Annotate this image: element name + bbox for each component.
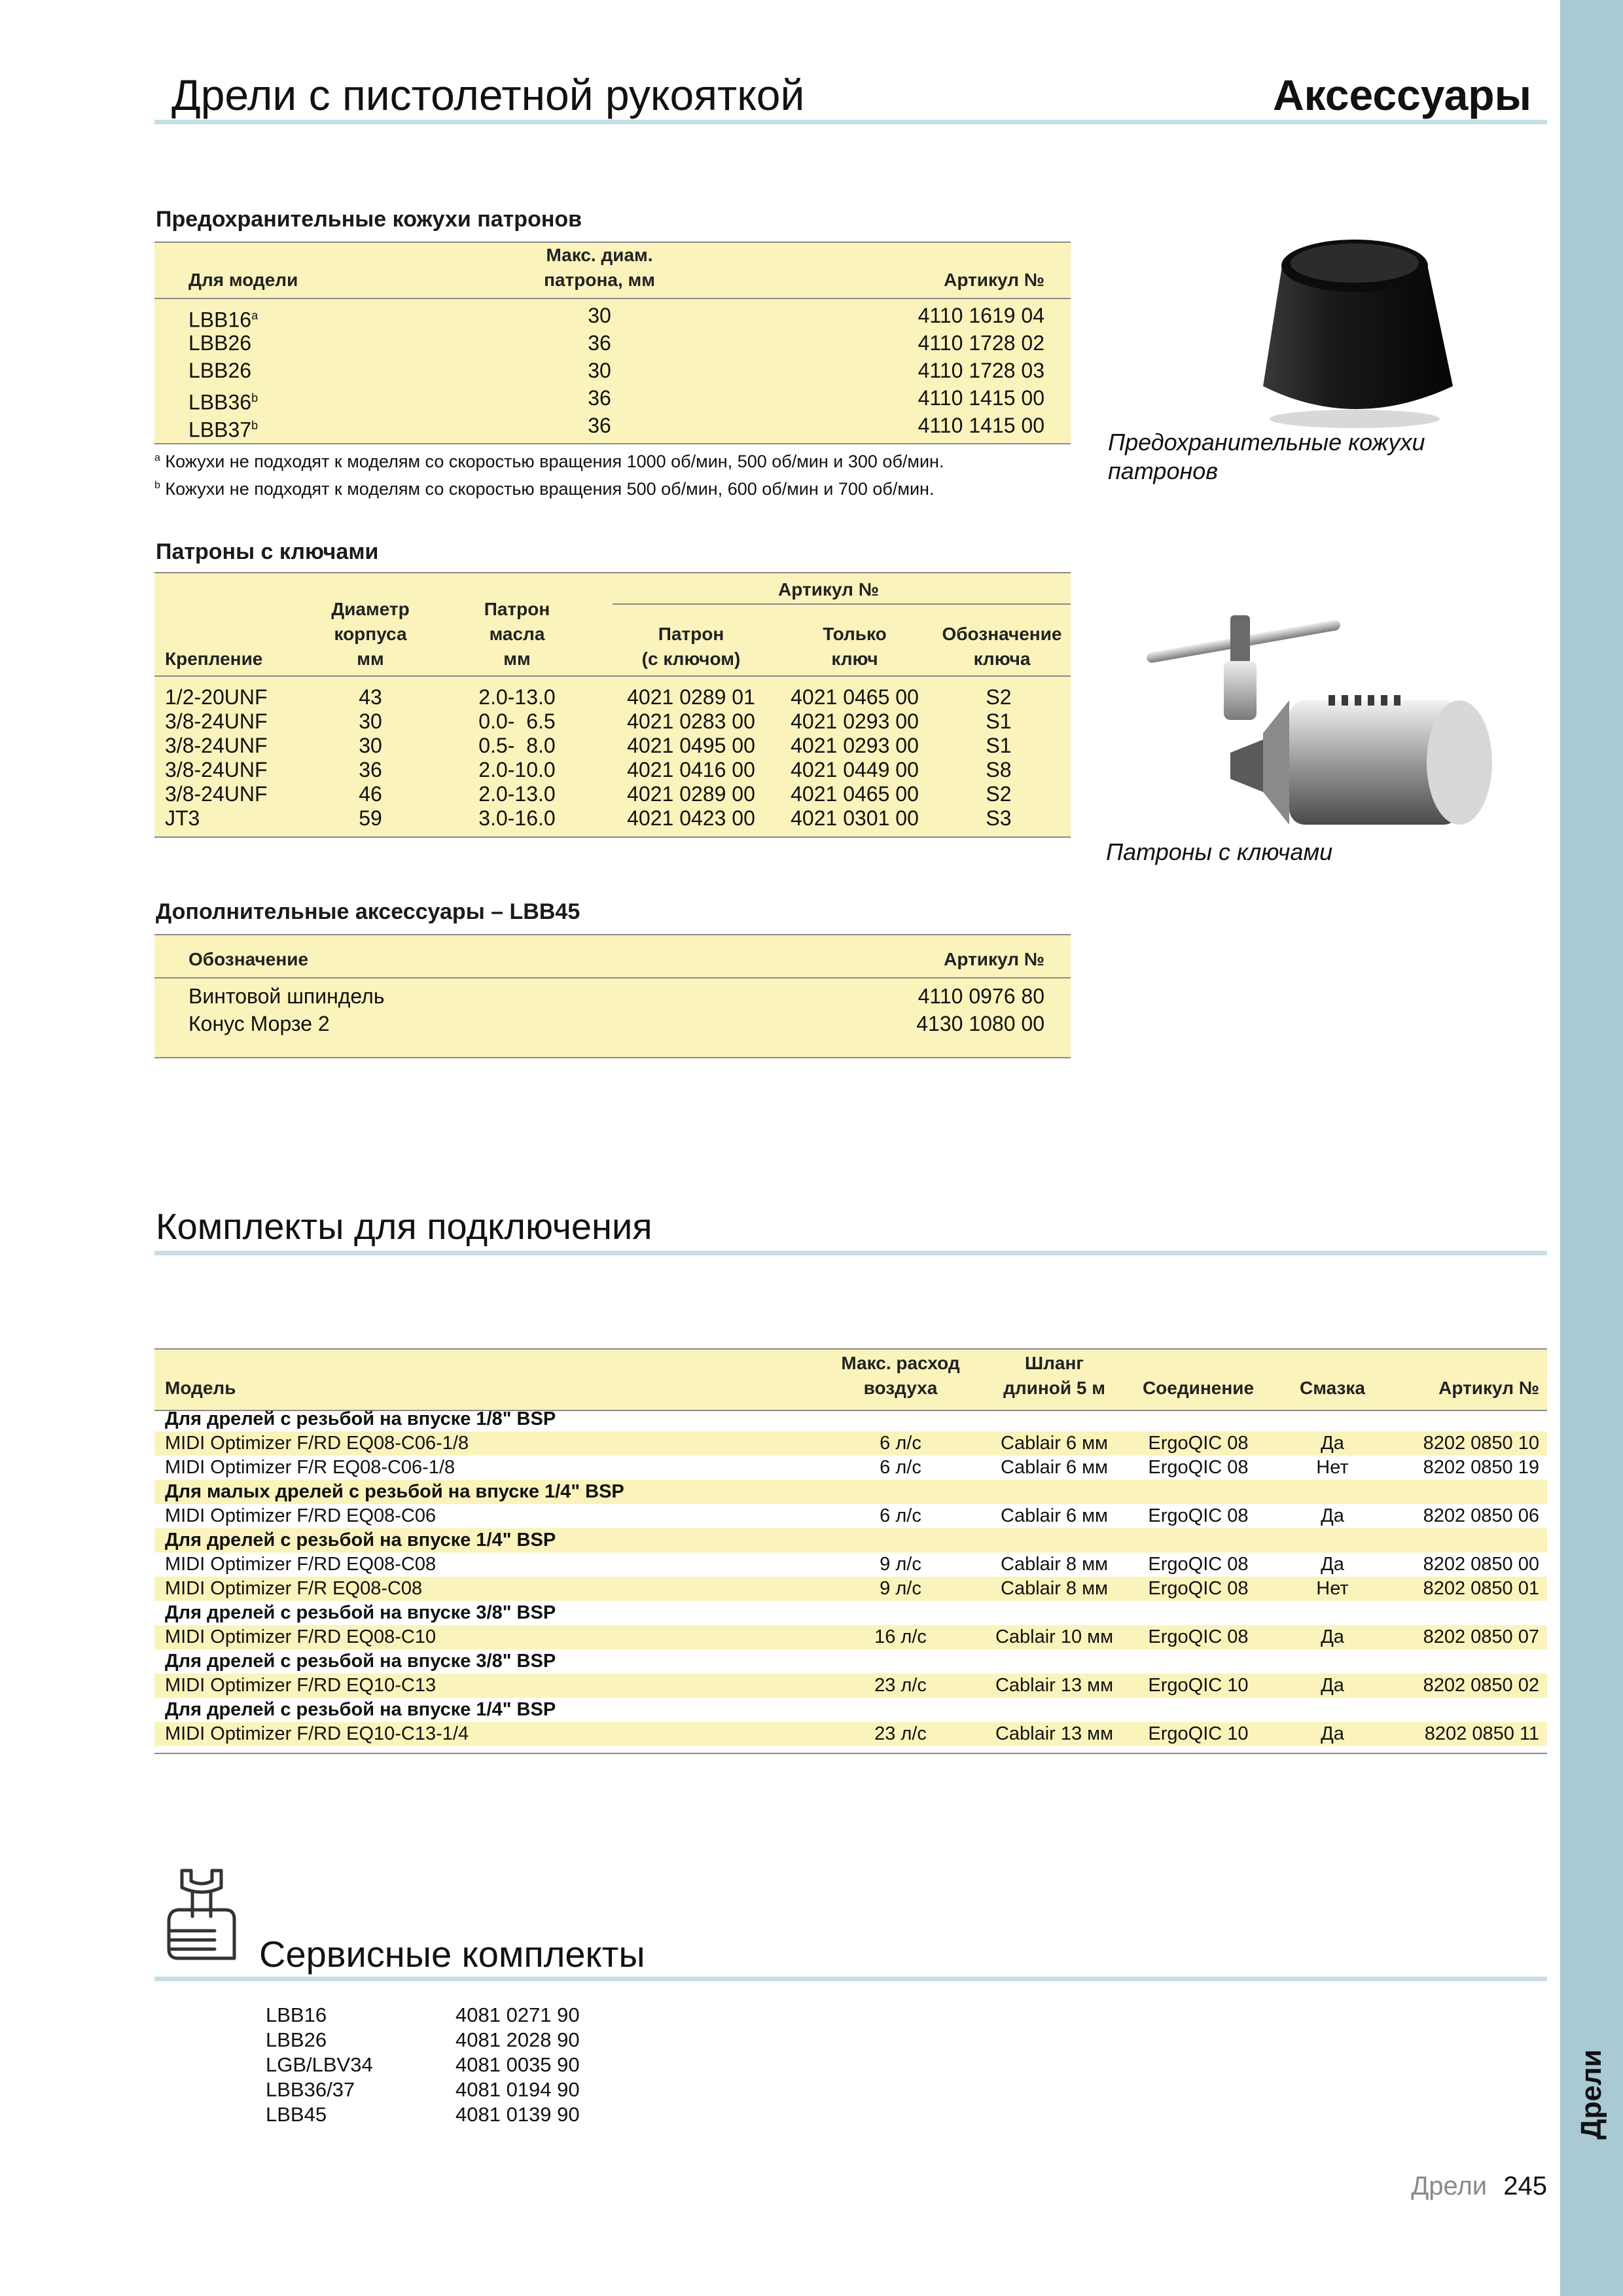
page-number: 245 xyxy=(1503,2172,1547,2200)
table-row: LBB16$^a$ xyxy=(188,308,259,332)
table-row: MIDI Optimizer F/RD EQ08-C06-1/8 6 л/с Cablair 6 мм ErgoQIC 08 Да 8202 0850 10 xyxy=(154,1431,1547,1456)
chuck-guards-table xyxy=(154,242,1071,444)
header-rule xyxy=(154,120,1547,124)
cell-designation: S1 xyxy=(986,709,1012,733)
col-header-article: Артикул № xyxy=(944,949,1044,969)
table-row: JT3 xyxy=(165,806,200,830)
list-item: LBB36/37 xyxy=(266,2078,355,2101)
page-category: Аксессуары xyxy=(1272,71,1531,119)
cell-diam: 36 xyxy=(359,758,382,781)
cell-diam: 36 xyxy=(588,386,611,410)
cell-key-article: 4021 0465 00 xyxy=(791,782,919,806)
cell-designation: S2 xyxy=(986,685,1012,709)
header-divider xyxy=(154,675,1071,677)
cell-article: 4110 1415 00 xyxy=(918,414,1044,437)
header-divider xyxy=(154,977,1071,978)
col-header-name: Обозначение xyxy=(188,949,309,969)
table-row: Винтовой шпиндель xyxy=(188,984,385,1008)
cell-designation: S8 xyxy=(986,758,1012,781)
cell-range: 2.0-13.0 xyxy=(478,782,556,806)
cell-diam: 30 xyxy=(359,734,382,757)
list-item: LGB/LBV34 xyxy=(266,2053,373,2076)
cell-article: 4130 1080 00 xyxy=(916,1012,1044,1035)
table-row: MIDI Optimizer F/RD EQ08-C08 9 л/с Cablair 8 мм ErgoQIC 08 Да 8202 0850 00 xyxy=(165,1554,1539,1575)
col-header-model: Модель xyxy=(165,1378,236,1398)
col-header-article-group: Артикул № xyxy=(778,579,879,600)
table-row: MIDI Optimizer F/R EQ08-C08 9 л/с Cablair 8 мм ErgoQIC 08 Нет 8202 0850 01 xyxy=(154,1577,1547,1601)
cell-chuck-article: 4021 0289 00 xyxy=(627,782,755,806)
side-tab xyxy=(1560,0,1623,2296)
cell-range: 2.0-13.0 xyxy=(478,685,556,709)
key-chuck-caption: Патроны с ключами xyxy=(1106,838,1333,865)
cell-article: 4110 0976 80 xyxy=(918,984,1044,1008)
table-group-title: Для дрелей с резьбой на впуске 3/8" BSP xyxy=(165,1651,556,1672)
side-tab-label: Дрели xyxy=(1575,2049,1608,2140)
col-header-hose: Шланг длиной 5 м xyxy=(1003,1353,1105,1398)
table-row: 3/8-24UNF xyxy=(165,734,268,757)
article-group-divider xyxy=(613,603,1071,605)
cell-article: 4110 1728 03 xyxy=(918,359,1044,382)
list-item-article: 4081 0035 90 xyxy=(455,2053,580,2076)
service-kits-title: Сервисные комплекты xyxy=(259,1933,645,1975)
page-footer xyxy=(1309,2172,1547,2201)
table-row: MIDI Optimizer F/RD EQ10-C13 23 л/с Cablair 13 мм ErgoQIC 10 Да 8202 0850 02 xyxy=(154,1674,1547,1698)
cell-key-article: 4021 0293 00 xyxy=(791,734,919,757)
table-row: MIDI Optimizer F/RD EQ08-C06 6 л/с Cablair 6 мм ErgoQIC 08 Да 8202 0850 06 xyxy=(165,1505,1539,1526)
col-header-max-diam: Макс. диам. патрона, мм xyxy=(544,245,655,290)
footer-section: Дрели xyxy=(1411,2172,1488,2200)
section-rule xyxy=(154,1251,1547,1255)
table-row: MIDI Optimizer F/RD EQ08-C10 16 л/с Cablair 10 мм ErgoQIC 08 Да 8202 0850 07 xyxy=(154,1625,1547,1649)
connection-table-header xyxy=(154,1348,1547,1411)
page-title: Дрели с пистолетной рукояткой xyxy=(171,71,805,119)
cell-designation: S3 xyxy=(986,806,1012,830)
table-group-title: Для малых дрелей с резьбой на впуске 1/4" BSP xyxy=(154,1480,1547,1504)
table-group-title: Для дрелей с резьбой на впуске 1/8" BSP xyxy=(165,1408,556,1429)
cell-article: 4110 1728 02 xyxy=(918,331,1044,355)
cell-diam: 46 xyxy=(359,782,382,806)
cell-diam: 36 xyxy=(588,414,611,437)
extra-accessories-table xyxy=(154,934,1071,1058)
table-row: LBB26 xyxy=(188,331,252,355)
col-header-mount: Крепление xyxy=(165,649,263,669)
section-rule xyxy=(154,1977,1547,1981)
cell-range: 0.0- 6.5 xyxy=(478,709,556,733)
list-item-article: 4081 0271 90 xyxy=(455,2003,580,2026)
table-row: 3/8-24UNF xyxy=(165,758,268,781)
key-chuck-image xyxy=(1132,602,1512,844)
connection-kits-title: Комплекты для подключения xyxy=(156,1206,652,1247)
cell-range: 3.0-16.0 xyxy=(478,806,556,830)
col-header-article: Артикул № xyxy=(944,270,1044,290)
table-row: 3/8-24UNF xyxy=(165,709,268,733)
col-header-article: Артикул № xyxy=(1438,1378,1539,1398)
list-item-article: 4081 2028 90 xyxy=(455,2028,580,2051)
col-header-key-only: Только ключ xyxy=(823,624,887,669)
header-divider xyxy=(154,298,1071,299)
table-row: Конус Морзе 2 xyxy=(188,1012,330,1035)
cell-diam: 30 xyxy=(588,304,611,327)
col-header-body-diam: Диаметр корпуса мм xyxy=(331,599,410,669)
cell-key-article: 4021 0293 00 xyxy=(791,709,919,733)
col-header-chuck-range: Патрон масла мм xyxy=(484,599,550,669)
cell-diam: 30 xyxy=(588,359,611,382)
list-item: LBB16 xyxy=(266,2003,327,2026)
cell-key-article: 4021 0465 00 xyxy=(791,685,919,709)
table-group-title: Для дрелей с резьбой на впуске 1/4" BSP xyxy=(165,1699,556,1720)
list-item-article: 4081 0194 90 xyxy=(455,2078,580,2101)
cell-key-article: 4021 0301 00 xyxy=(791,806,919,830)
cell-chuck-article: 4021 0416 00 xyxy=(627,758,755,781)
cell-diam: 30 xyxy=(359,709,382,733)
cell-diam: 36 xyxy=(588,331,611,355)
table-row: LBB36$^b$ xyxy=(188,390,259,414)
key-chucks-table xyxy=(154,572,1071,838)
table-group-title: Для дрелей с резьбой на впуске 1/4" BSP xyxy=(154,1528,1547,1552)
table-row: LBB37$^b$ xyxy=(188,418,259,442)
cell-chuck-article: 4021 0283 00 xyxy=(627,709,755,733)
extra-accessories-title: Дополнительные аксессуары – LBB45 xyxy=(156,899,580,924)
cell-chuck-article: 4021 0495 00 xyxy=(627,734,755,757)
table-row: 3/8-24UNF xyxy=(165,782,268,806)
col-header-lube: Смазка xyxy=(1300,1378,1365,1398)
col-header-connection: Соединение xyxy=(1142,1378,1255,1398)
chuck-guard-caption: Предохранительные кожухи патронов xyxy=(1108,429,1425,484)
table-row: MIDI Optimizer F/R EQ08-C06-1/8 6 л/с Cablair 6 мм ErgoQIC 08 Нет 8202 0850 19 xyxy=(165,1457,1539,1478)
wrench-hand-icon xyxy=(162,1863,241,1967)
list-item-article: 4081 0139 90 xyxy=(455,2103,580,2126)
footnote-b: $^b$ Кожухи не подходят к моделям со скоростью вращения 500 об/мин, 600 об/мин и 700 об/мин. xyxy=(154,479,935,499)
cell-chuck-article: 4021 0423 00 xyxy=(627,806,755,830)
table-row: 1/2-20UNF xyxy=(165,685,268,709)
footnote-a: $^a$ Кожухи не подходят к моделям со скоростью вращения 1000 об/мин, 500 об/мин и 300 об/мин. xyxy=(154,452,944,471)
chuck-guard-image xyxy=(1204,223,1505,432)
connection-table-bottom-rule xyxy=(154,1753,1547,1754)
cell-designation: S2 xyxy=(986,782,1012,806)
list-item: LBB26 xyxy=(266,2028,327,2051)
table-row: MIDI Optimizer F/RD EQ10-C13-1/4 23 л/с Cablair 13 мм ErgoQIC 10 Да 8202 0850 11 xyxy=(154,1722,1547,1746)
cell-range: 2.0-10.0 xyxy=(478,758,556,781)
col-header-air: Макс. расход воздуха xyxy=(841,1353,960,1398)
col-header-chuck-with-key: Патрон (с ключом) xyxy=(641,624,741,669)
key-chucks-title: Патроны с ключами xyxy=(156,539,379,564)
col-header-key-designation: Обозначение ключа xyxy=(942,624,1062,669)
cell-chuck-article: 4021 0289 01 xyxy=(627,685,755,709)
cell-article: 4110 1619 04 xyxy=(918,304,1044,327)
cell-designation: S1 xyxy=(986,734,1012,757)
cell-key-article: 4021 0449 00 xyxy=(791,758,919,781)
list-item: LBB45 xyxy=(266,2103,327,2126)
cell-range: 0.5- 8.0 xyxy=(478,734,556,757)
table-row: LBB26 xyxy=(188,359,252,382)
chuck-guards-title: Предохранительные кожухи патронов xyxy=(156,207,582,232)
col-header-model: Для модели xyxy=(188,270,298,290)
cell-diam: 43 xyxy=(359,685,382,709)
cell-article: 4110 1415 00 xyxy=(918,386,1044,410)
cell-diam: 59 xyxy=(359,806,382,830)
table-group-title: Для дрелей с резьбой на впуске 3/8" BSP xyxy=(165,1602,556,1623)
